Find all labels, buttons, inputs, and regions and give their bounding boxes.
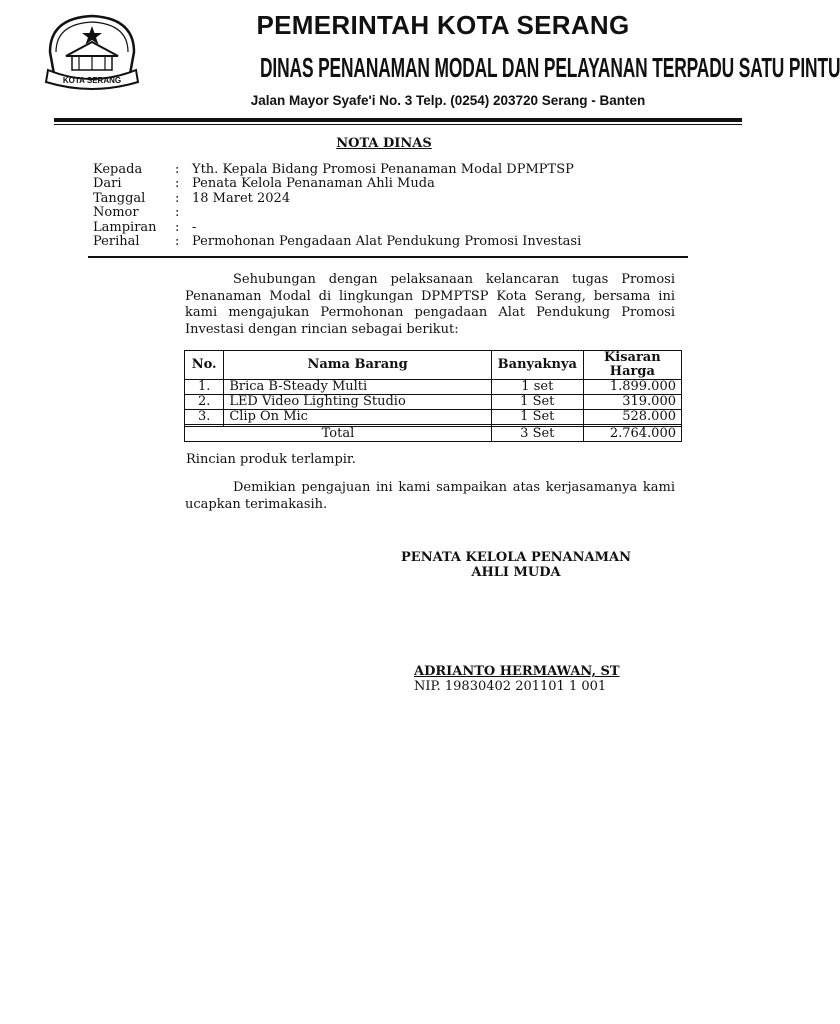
- cell-no: 2.: [185, 395, 224, 410]
- table-header-row: [185, 351, 682, 380]
- agency-name: DINAS PENANAMAN MODAL DAN PELAYANAN TERPADU SATU PINTU: [260, 52, 840, 83]
- table-row: [185, 380, 682, 395]
- letterhead-rule-thin: [54, 124, 742, 125]
- meta-colon: :: [175, 205, 180, 221]
- meta-key: Tanggal: [93, 190, 146, 206]
- table-row: [185, 395, 682, 410]
- meta-key: Nomor: [93, 205, 139, 221]
- meta-row-dari: [93, 177, 581, 191]
- meta-colon: :: [175, 219, 180, 235]
- meta-key: Dari: [93, 176, 122, 192]
- meta-row-tanggal: [93, 192, 581, 206]
- table-total-row: [185, 427, 682, 442]
- cell-qty: 1 set: [491, 380, 583, 395]
- meta-value: Penata Kelola Penanaman Ahli Muda: [192, 176, 435, 192]
- signatory-name: ADRIANTO HERMAWAN, ST: [414, 664, 620, 679]
- cell-no: 3.: [185, 410, 224, 425]
- header-price: Kisaran Harga: [583, 351, 681, 380]
- meta-key: Kepada: [93, 162, 143, 177]
- meta-divider: [88, 256, 688, 258]
- closing-paragraph: Demikian pengajuan ini kami sampaikan atas kerjasamanya kami ucapkan terimakasih.: [185, 480, 675, 512]
- meta-value: 18 Maret 2024: [192, 190, 291, 206]
- cell-qty: 1 Set: [491, 410, 583, 425]
- government-name: PEMERINTAH KOTA SERANG: [256, 10, 630, 40]
- logo-text: KOTA SERANG: [62, 76, 122, 85]
- meta-colon: :: [175, 190, 180, 206]
- meta-key: Lampiran: [93, 219, 157, 235]
- cell-no: 1.: [185, 380, 224, 395]
- cell-name: LED Video Lighting Studio: [224, 395, 492, 410]
- intro-paragraph: Sehubungan dengan pelaksanaan kelancaran tugas Promosi Penanaman Modal di lingkungan DPMPTSP Kota Serang, bersama ini kami mengajukan Permohonan pengadaan Alat Pendukung Promosi Investasi dengan rincian sebagai berikut:: [185, 272, 675, 337]
- meta-colon: :: [175, 233, 180, 249]
- total-price: 2.764.000: [583, 427, 681, 442]
- meta-key: Perihal: [93, 233, 140, 249]
- signatory-nip: NIP. 19830402 201101 1 001: [414, 679, 607, 694]
- meta-row-lampiran: [93, 221, 581, 235]
- header-qty: Banyaknya: [491, 351, 583, 380]
- letterhead-rule-thick: [54, 118, 742, 122]
- memo-meta: [93, 163, 581, 249]
- meta-row-perihal: [93, 235, 581, 249]
- signature-position: [396, 551, 636, 580]
- cell-name: Brica B-Steady Multi: [224, 380, 492, 395]
- total-qty: 3 Set: [491, 427, 583, 442]
- meta-value: Yth. Kepala Bidang Promosi Penanaman Modal DPMPTSP: [192, 162, 574, 177]
- cell-name: Clip On Mic: [224, 410, 492, 425]
- position-line-2: AHLI MUDA: [471, 564, 561, 580]
- position-line-1: PENATA KELOLA PENANAMAN: [401, 550, 631, 565]
- table-row: [185, 410, 682, 425]
- meta-colon: :: [175, 176, 180, 192]
- cell-price: 1.899.000: [583, 380, 681, 395]
- cell-price: 528.000: [583, 410, 681, 425]
- cell-qty: 1 Set: [491, 395, 583, 410]
- kota-serang-emblem-icon: [44, 12, 140, 92]
- meta-colon: :: [175, 162, 180, 177]
- memo-title: NOTA DINAS: [336, 136, 432, 151]
- items-table: [184, 350, 682, 442]
- agency-address: Jalan Mayor Syafe'i No. 3 Telp. (0254) 203720 Serang - Banten: [250, 93, 646, 108]
- total-label: Total: [185, 427, 492, 442]
- cell-price: 319.000: [583, 395, 681, 410]
- header-no: No.: [185, 351, 224, 380]
- meta-row-kepada: [93, 163, 581, 177]
- meta-value: Permohonan Pengadaan Alat Pendukung Promosi Investasi: [192, 233, 582, 249]
- meta-value: -: [192, 219, 197, 235]
- header-name: Nama Barang: [224, 351, 492, 380]
- attachment-note: Rincian produk terlampir.: [186, 452, 356, 467]
- meta-row-nomor: [93, 206, 581, 220]
